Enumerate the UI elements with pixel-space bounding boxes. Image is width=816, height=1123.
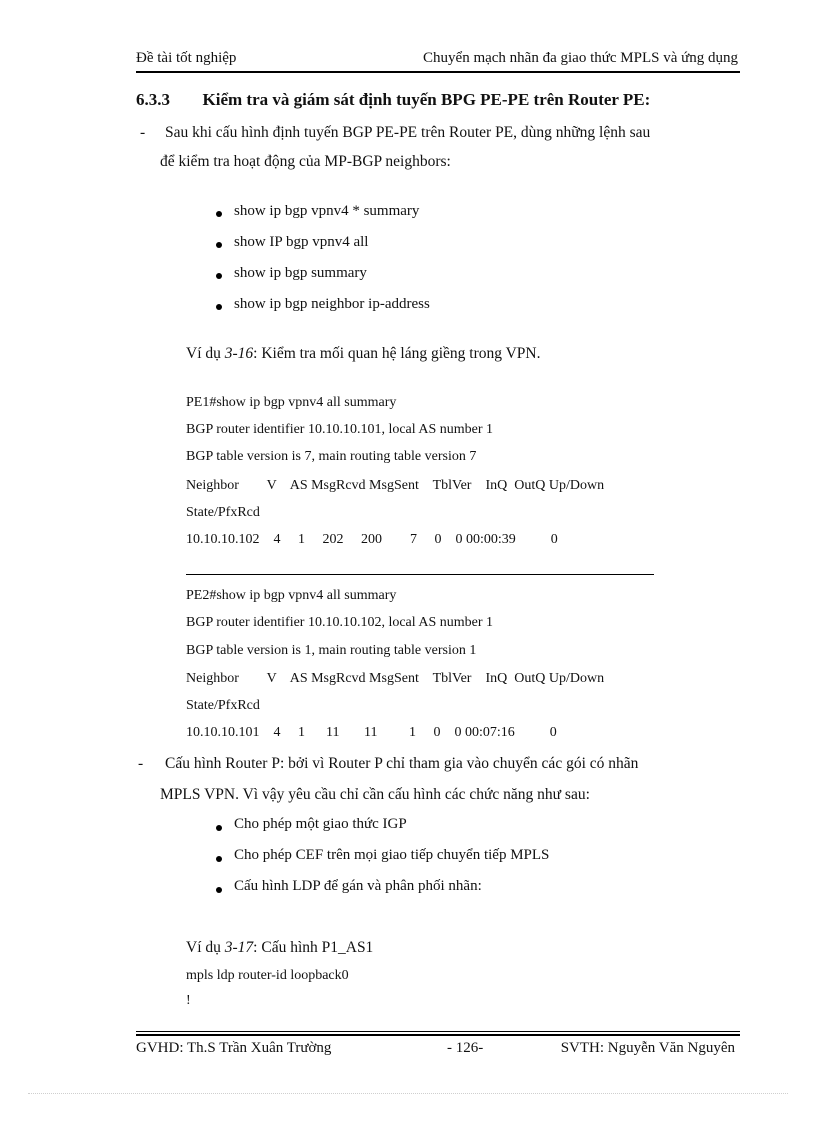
para2-line2: MPLS VPN. Vì vậy yêu cầu chỉ cần cấu hình các chức năng như sau: (160, 786, 590, 803)
header-rule (136, 71, 740, 73)
pe1-line: State/PfxRcd (186, 505, 260, 520)
bullet-dot (216, 211, 222, 217)
section-number: 6.3.3 (136, 90, 170, 109)
para1-line2: để kiểm tra hoạt động của MP-BGP neighbors: (160, 153, 451, 170)
section-heading (136, 90, 650, 110)
bullet-dot (216, 825, 222, 831)
example-17-caption: Ví dụ 3-17: Cấu hình P1_AS1 (186, 939, 374, 956)
bullet-dot (216, 887, 222, 893)
pe2-line: State/PfxRcd (186, 698, 260, 713)
para1-dash: - (140, 124, 146, 141)
footer-advisor: GVHD: Th.S Trần Xuân Trường (136, 1040, 332, 1056)
pe2-line: PE2#show ip bgp vpnv4 all summary (186, 588, 397, 603)
separator-line (186, 574, 654, 575)
page-number: - 126- (447, 1040, 484, 1056)
pe1-line: Neighbor V AS MsgRcvd MsgSent TblVer InQ OutQ Up/Down (186, 478, 605, 493)
pe1-line: PE1#show ip bgp vpnv4 all summary (186, 395, 397, 410)
section-title: Kiểm tra và giám sát định tuyến BPG PE-PE trên Router PE: (202, 90, 651, 109)
bullet-dot (216, 856, 222, 862)
page-edge-dotted-line (28, 1093, 788, 1094)
footer-rule-bottom (136, 1034, 740, 1036)
bullet-dot (216, 304, 222, 310)
command-item: show IP bgp vpnv4 all (234, 234, 369, 250)
pe2-line: BGP table version is 1, main routing table version 1 (186, 643, 477, 658)
pe1-line: BGP table version is 7, main routing table version 7 (186, 449, 477, 464)
pe1-line: BGP router identifier 10.10.10.101, local AS number 1 (186, 422, 494, 437)
command-item: show ip bgp vpnv4 * summary (234, 203, 420, 219)
bullet-dot (216, 242, 222, 248)
pe2-line: BGP router identifier 10.10.10.102, local AS number 1 (186, 615, 494, 630)
example-16-caption: Ví dụ 3-16: Kiểm tra mối quan hệ láng giềng trong VPN. (186, 345, 541, 362)
example-17-number: 3-17 (224, 939, 254, 956)
feature-item: Cho phép một giao thức IGP (234, 816, 407, 832)
feature-item: Cấu hình LDP để gán và phân phối nhãn: (234, 878, 482, 894)
footer-student: SVTH: Nguyễn Văn Nguyên (560, 1040, 735, 1056)
config-line: mpls ldp router-id loopback0 (186, 968, 349, 983)
command-item: show ip bgp summary (234, 265, 367, 281)
bullet-dot (216, 273, 222, 279)
pe2-line: 10.10.10.101 4 1 11 11 1 0 0 00:07:16 0 (186, 725, 557, 740)
para1-line1: Sau khi cấu hình định tuyến BGP PE-PE trên Router PE, dùng những lệnh sau (165, 124, 651, 141)
para2-line1: Cấu hình Router P: bởi vì Router P chỉ tham gia vào chuyển các gói có nhãn (165, 755, 639, 772)
para2-dash: - (138, 755, 144, 772)
footer-rule-top (136, 1031, 740, 1032)
feature-item: Cho phép CEF trên mọi giao tiếp chuyển tiếp MPLS (234, 847, 550, 863)
pe2-line: Neighbor V AS MsgRcvd MsgSent TblVer InQ OutQ Up/Down (186, 671, 605, 686)
pe1-line: 10.10.10.102 4 1 202 200 7 0 0 00:00:39 0 (186, 532, 558, 547)
header-left: Đề tài tốt nghiệp (136, 50, 237, 66)
command-item: show ip bgp neighbor ip-address (234, 296, 430, 312)
config-line: ! (186, 993, 191, 1008)
header-right: Chuyển mạch nhãn đa giao thức MPLS và ứng dụng (423, 50, 738, 66)
example-16-number: 3-16 (224, 345, 254, 362)
